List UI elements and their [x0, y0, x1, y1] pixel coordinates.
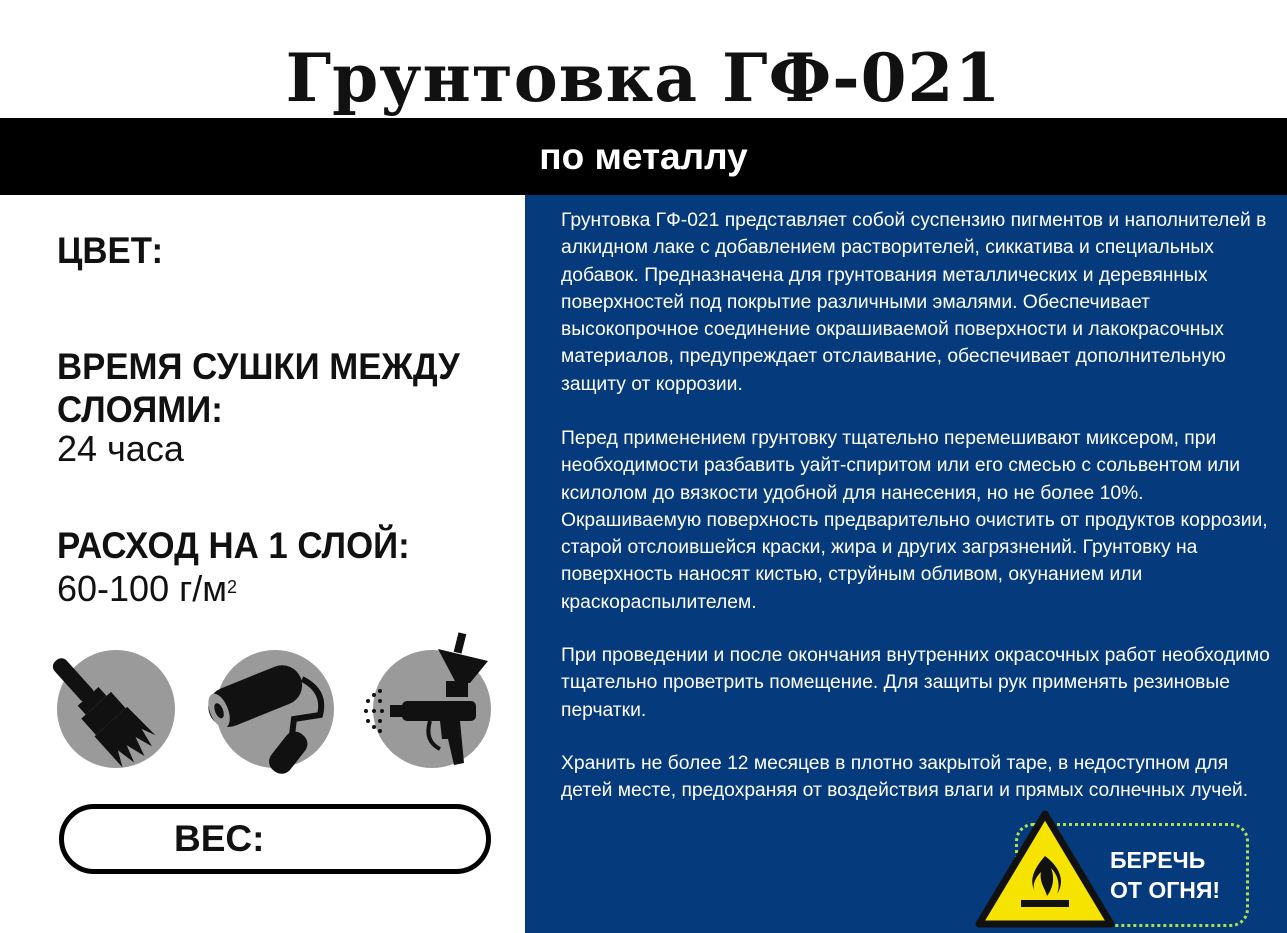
product-subtitle: по металлу [539, 136, 748, 177]
drying-time-label-line2: СЛОЯМИ: [57, 389, 223, 430]
description-paragraph-composition: Грунтовка ГФ-021 представляет собой суспензию пигментов и наполнителей в алкидном лаке с добавлением растворителей, сиккатива и специальных добавок. Предназначена для грунтования металлических и деревянных поверхностей под покрытие различными эмалями. Обеспечивает высокопрочное соединение окрашиваемой поверхности и лакокрасочных материалов, предупреждает отслаивание, обеспечивает дополнительную защиту от коррозии. [561, 210, 1267, 395]
consumption-label: РАСХОД НА 1 СЛОЙ: [57, 525, 410, 566]
fire-warning-text [1110, 845, 1220, 905]
paint-brush-icon [40, 645, 180, 780]
description-panel [525, 195, 1287, 933]
color-label: ЦВЕТ: [57, 230, 164, 271]
flammable-warning-icon [975, 810, 1115, 928]
fire-warning-line2: ОТ ОГНЯ! [1110, 877, 1221, 903]
subtitle-band [0, 118, 1287, 195]
fire-warning-line1: БЕРЕЧЬ [1110, 847, 1206, 873]
drying-time-label-line1: ВРЕМЯ СУШКИ МЕЖДУ [57, 346, 460, 387]
consumption-amount: 60-100 г/м [57, 568, 227, 609]
specs-panel [0, 195, 525, 933]
consumption-value [57, 567, 237, 611]
product-title: Грунтовка ГФ-021 [285, 39, 1002, 117]
description-paragraph-application: Перед применением грунтовку тщательно перемешивают миксером, при необходимости разбавить уайт-спиритом или его смесью с сольвентом или ксилолом до вязкости удобной для нанесения, но не более 10%. Окрашиваемую поверхность предварительно очистить от продуктов коррозии, старой отслоившейся краски, жира и других загрязнений. Грунтовку на поверхность наносят кистью, струйным обливом, окунанием или краскораспылителем. [561, 428, 1268, 613]
paint-roller-icon [198, 645, 338, 780]
drying-time-value: 24 часа [57, 428, 184, 469]
description-paragraph-ventilation: При проведении и после окончания внутренних окрасочных работ необходимо тщательно проветрить помещение. Для защиты рук применять резиновые перчатки. [561, 645, 1270, 721]
weight-field [59, 804, 491, 874]
consumption-unit-superscript: 2 [226, 577, 237, 597]
weight-label: ВЕС: [174, 818, 265, 859]
description-paragraph-storage: Хранить не более 12 месяцев в плотно закрытой таре, в недоступном для детей месте, предохраняя от воздействия влаги и прямых солнечных лучей. [561, 753, 1249, 802]
spray-gun-icon [360, 631, 500, 781]
